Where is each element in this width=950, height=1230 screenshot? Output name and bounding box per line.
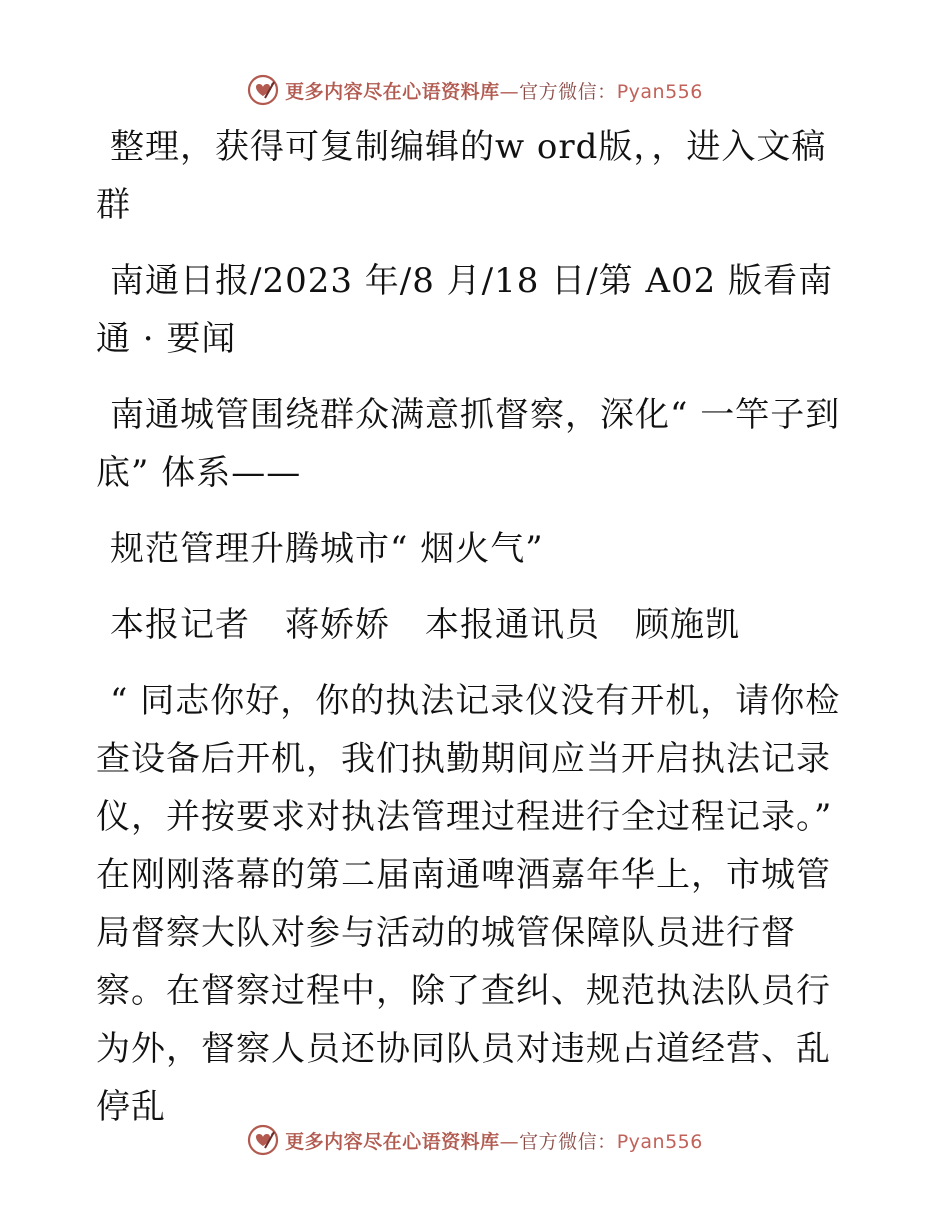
footer-watermark-id: Pyan556	[616, 1130, 703, 1153]
header-watermark-text	[285, 77, 703, 104]
heart-pen-logo-icon	[247, 1124, 279, 1156]
document-body	[96, 118, 856, 1154]
header-watermark-main: 更多内容尽在心语资料库	[285, 80, 500, 103]
headline-pre: 南通城管围绕群众满意抓督察，深化“ 一竿子到底” 体系——	[96, 395, 841, 493]
source-line: 南通日报/2023 年/8 月/18 日/第 A02 版看南通 · 要闻	[96, 261, 834, 359]
header-watermark-wechat: 官方微信：	[519, 80, 617, 103]
headline-main: 规范管理升腾城市“ 烟火气”	[110, 529, 544, 569]
byline: 本报记者 蒋娇娇 本报通讯员 顾施凯	[110, 605, 740, 645]
footer-watermark-text	[285, 1127, 703, 1154]
footer-watermark-wechat: 官方微信：	[519, 1130, 617, 1153]
header-watermark-id: Pyan556	[616, 80, 703, 103]
header-watermark-banner	[0, 70, 950, 110]
heart-pen-logo-icon	[247, 74, 279, 106]
article-body-paragraph: “ 同志你好，你的执法记录仪没有开机，请你检查设备后开机，我们执勤期间应当开启执法记录仪，并按要求对执法管理过程进行全过程记录。” 在刚刚落幕的第二届南通啤酒嘉年华上，市城管局督察大队对参与活动的城管保障队员进行督察。在督察过程中，除了查纠、规范执法队员行为外，督察人员还协同队员对违规占道经营、乱停乱	[96, 681, 841, 1127]
footer-watermark-sep: —	[499, 1130, 520, 1153]
footer-watermark-main: 更多内容尽在心语资料库	[285, 1130, 500, 1153]
header-watermark-sep: —	[499, 80, 520, 103]
intro-line: 整理，获得可复制编辑的w ord版，，进入文稿群	[96, 127, 827, 225]
footer-watermark-banner	[0, 1120, 950, 1160]
